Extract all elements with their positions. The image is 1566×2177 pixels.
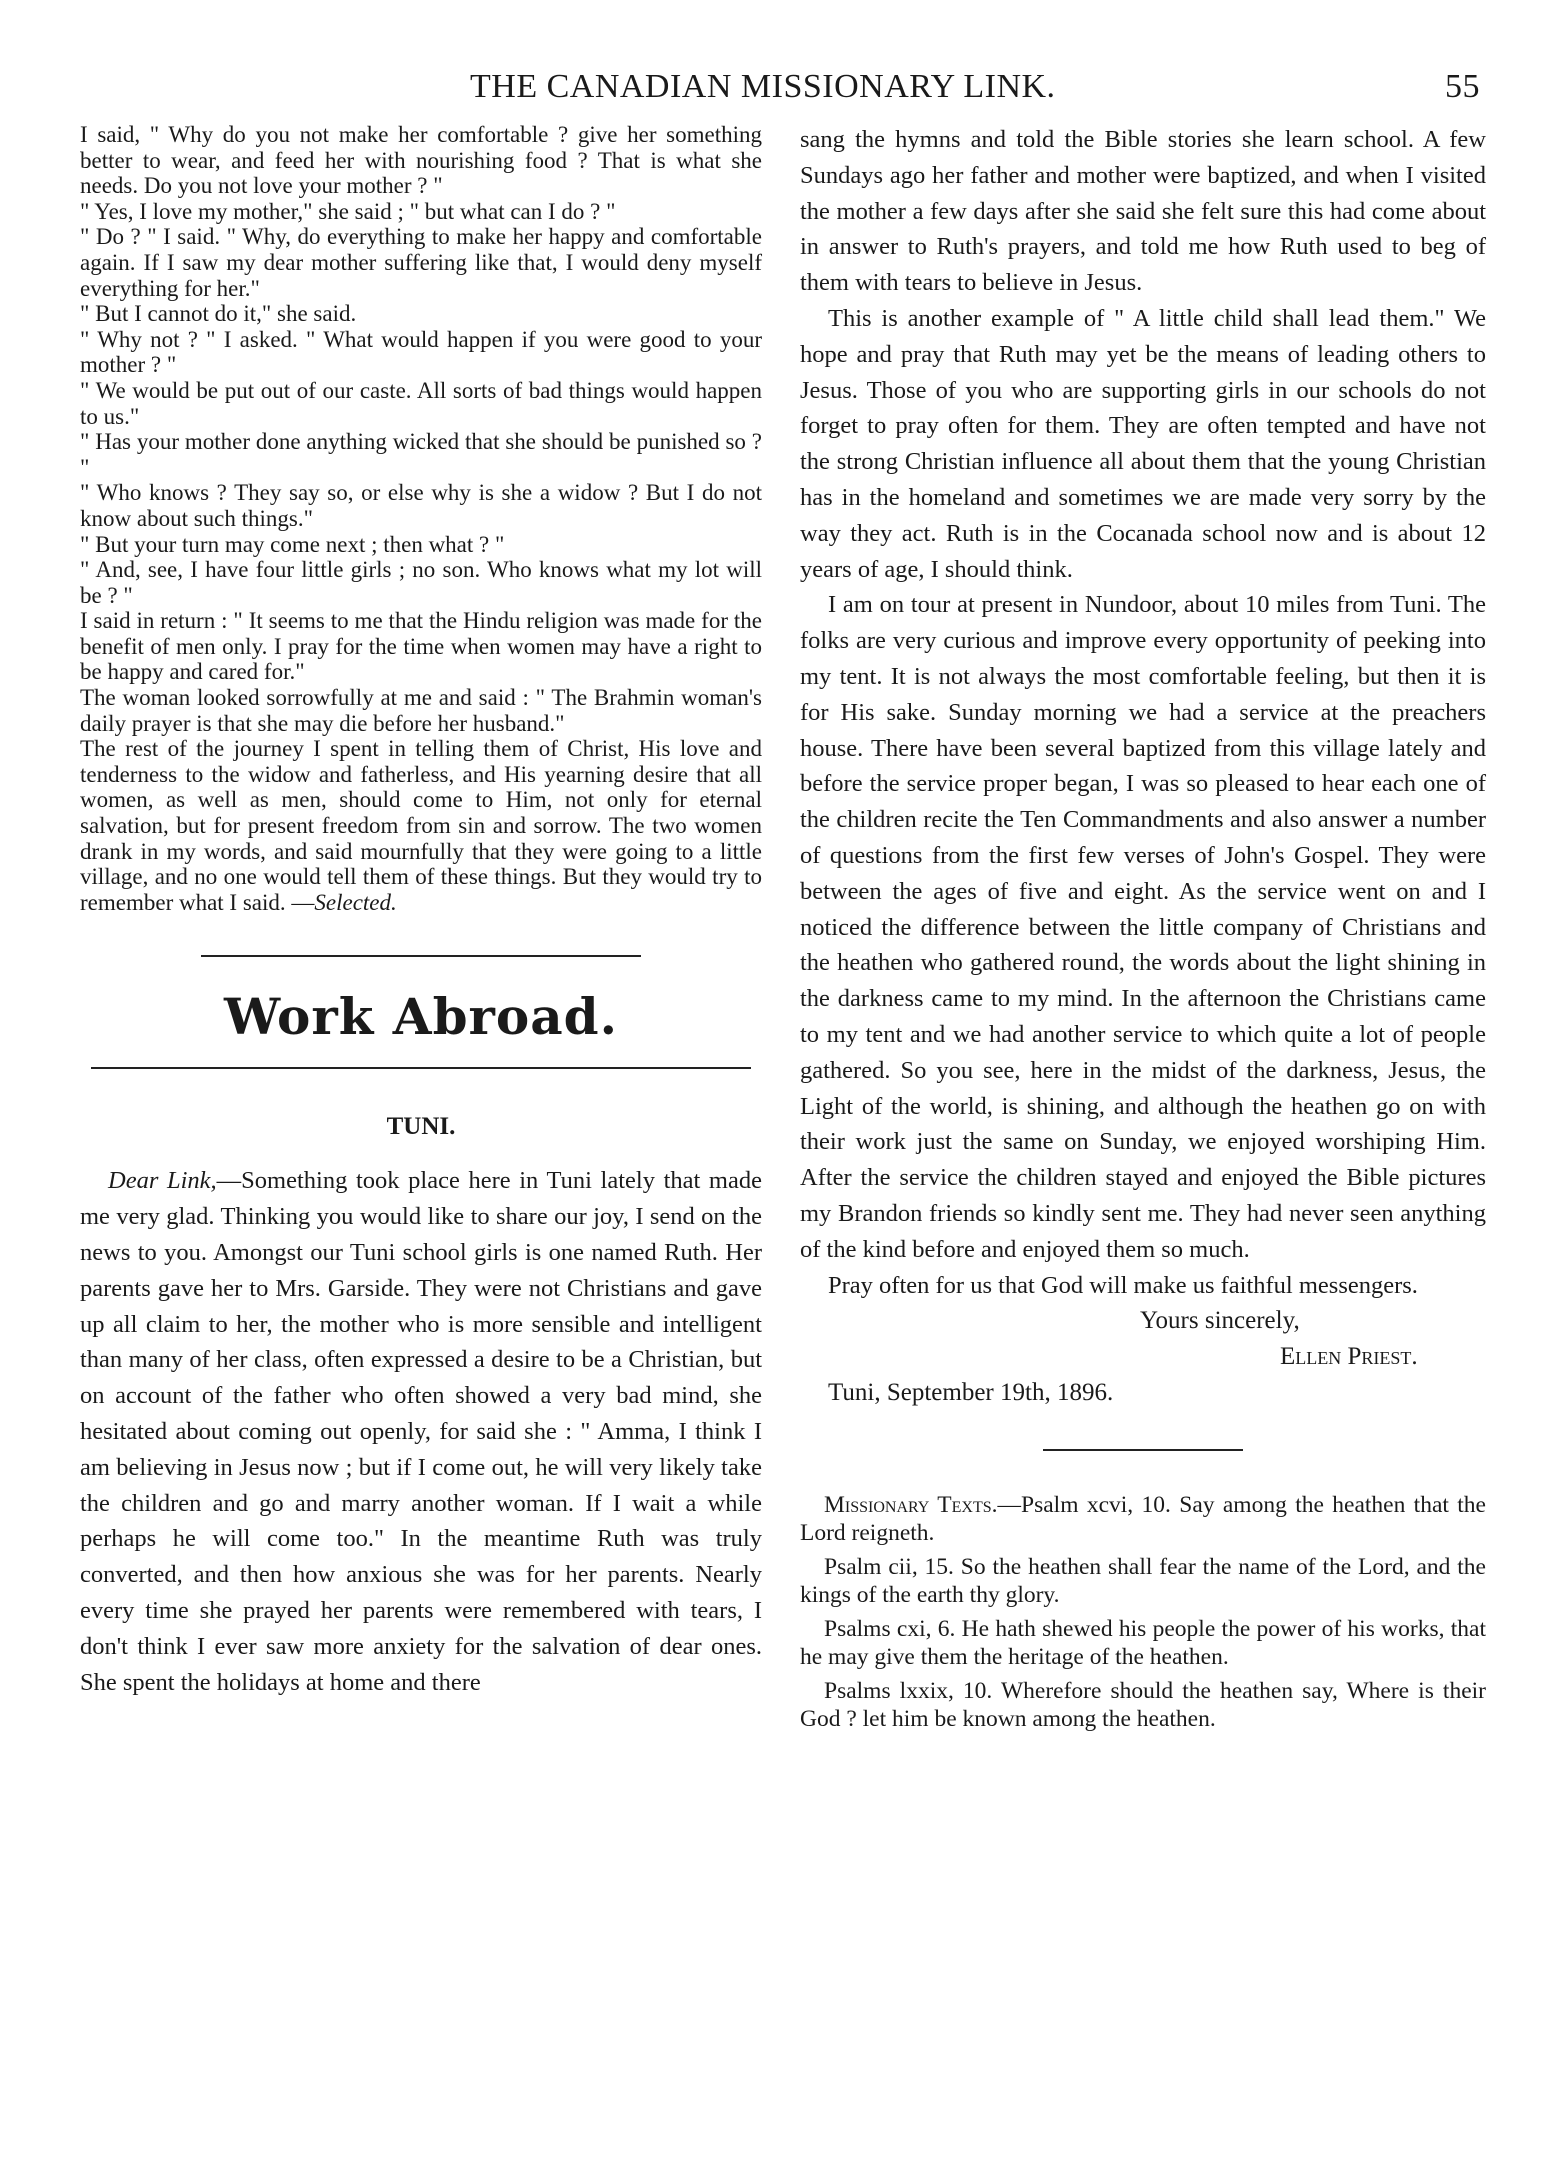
closing-paragraph-text: The rest of the journey I spent in telling them of Christ, His love and tenderness to the widow and fatherless, and His yearning desire that all women, as well as men, should come to Him, not only for eternal salvation, but for present freedom from sin and sorrow. The two women drank in my words, and said mournfully that they were going to a little village, and no one would tell them of these things. But they would try to remember what I said. —	[80, 736, 762, 915]
text-entry-body: —Psalm xcvi, 10. Say among the heathen that the Lord reigneth.	[800, 1492, 1486, 1547]
letter-salutation: Dear Link,	[108, 1167, 217, 1195]
text-entry: Psalms cxi, 6. He hath shewed his people the power of his works, that he may give them the heritage of the heathen.	[800, 1616, 1486, 1671]
publication-title: THE CANADIAN MISSIONARY LINK.	[470, 68, 1056, 105]
divider-rule	[201, 955, 641, 957]
paragraph: " Why not ? " I asked. " What would happen if you were good to your mother ? "	[80, 326, 762, 378]
article-title: TUNI.	[386, 1113, 456, 1141]
letter-paragraph	[80, 1163, 762, 1700]
page-header	[470, 68, 1480, 118]
paragraph: " And, see, I have four little girls ; no son. Who knows what my lot will be ? "	[80, 557, 762, 608]
paragraph: " Do ? " I said. " Why, do everything to make her happy and comfortable again. If I saw my dear mother suffering like that, I would deny myself everything for her."	[80, 224, 762, 301]
signature-place-date: Tuni, September 19th, 1896.	[828, 1379, 1114, 1407]
paragraph: I said in return : " It seems to me that the Hindu religion was made for the benefit of men only. I pray for the time when women may have a right to be happy and cared for."	[80, 608, 762, 685]
signature-block	[800, 1303, 1486, 1411]
section-title: Work Abroad.	[223, 987, 619, 1047]
letter-body	[80, 1163, 762, 1700]
paragraph: I am on tour at present in Nundoor, about 10 miles from Tuni. The folks are very curious and improve every opportunity of peeking into my tent. It is not always the most comfortable feeling, but then it is for His sake. Sunday morning we had a service at the preachers house. There have been several baptized from this village lately and before the service proper began, I was so pleased to hear each one of the children recite the Ten Commandments and also answer a number of questions from the first few verses of John's Gospel. They were between the ages of five and eight. As the service went on and I noticed the difference between the little company of Christians and the heathen who gathered round, the words about the light shining in the darkness came to my mind. In the afternoon the Christians came to my tent and we had another service to which quite a lot of people gathered. So you see, here in the midst of the darkness, Jesus, the Light of the world, is shining, and although the heathen go on with their work just the same on Sunday, we enjoyed worshiping Him. After the service the children stayed and enjoyed the Bible pictures my Brandon friends so kindly sent me. They had never seen anything of the kind before and enjoyed them so much.	[800, 591, 1486, 1263]
text-entry: Psalms lxxix, 10. Wherefore should the heathen say, Where is their God ? let him be known among the heathen.	[800, 1678, 1486, 1733]
paragraph: This is another example of " A little child shall lead them." We hope and pray that Ruth may yet be the means of leading others to Jesus. Those of you who are supporting girls in our schools do not forget to pray often for them. They are often tempted and have not the strong Christian influence all about them that the young Christian has in the homeland and sometimes we are made very sorry by the way they act. Ruth is in the Cocanada school now and is about 12 years of age, I should think.	[800, 304, 1486, 583]
signature-name: Ellen Priest.	[1280, 1343, 1418, 1371]
text-entry: Psalm cii, 15. So the heathen shall fear the name of the Lord, and the kings of the earth thy glory.	[800, 1554, 1486, 1609]
continued-paragraph: sang the hymns and told the Bible stories she learn school. A few Sundays ago her father and mother were baptized, and when I visited the mother a few days after she said she felt sure this had come about in answer to Ruth's prayers, and told me how Ruth used to beg of them with tears to believe in Jesus.	[800, 126, 1486, 297]
divider-rule	[91, 1067, 751, 1069]
right-column	[800, 122, 1486, 1739]
paragraph: " We would be put out of our caste. All sorts of bad things would happen to us."	[80, 377, 762, 429]
letter-continuation	[800, 122, 1486, 1303]
paragraph: I said, " Why do you not make her comfortable ? give her something better to wear, and feed her with nourishing food ? That is what she needs. Do you not love your mother ? "	[80, 122, 762, 199]
letter-paragraph-text: —Something took place here in Tuni lately that made me very glad. Thinking you would like to share our joy, I send on the news to you. Amongst our Tuni school girls is one named Ruth. Her parents gave her to Mrs. Garside. They were not Christians and gave up all claim to her, the mother who is more sensible and intelligent than many of her class, often expressed a desire to be a Christian, but on account of the father who often showed a very bad mind, she hesitated about coming out openly, for said she : " Amma, I think I am believing in Jesus now ; but if I come out, he will very likely take the children and go and marry another woman. If I wait a while perhaps he will come too." In the meantime Ruth was truly converted, and then how anxious she was for her parents. Nearly every time she prayed her parents were remembered with tears, I don't think I ever saw more anxiety for the salvation of dear ones. She spent the holidays at home and there	[80, 1167, 762, 1696]
missionary-texts	[800, 1491, 1486, 1733]
divider-rule	[1043, 1449, 1243, 1451]
closing-paragraph	[80, 736, 762, 915]
left-column	[80, 122, 762, 1700]
page-number: 55	[1445, 68, 1480, 105]
paragraph: " But I cannot do it," she said.	[80, 301, 357, 327]
text-entry	[800, 1491, 1486, 1547]
source-credit: Selected.	[314, 889, 397, 915]
paragraph: " Who knows ? They say so, or else why is she a widow ? But I do not know about such things."	[80, 480, 762, 531]
paragraph: The woman looked sorrowfully at me and said : " The Brahmin woman's daily prayer is that she may die before her husband."	[80, 685, 762, 736]
dialogue-section	[80, 122, 762, 915]
texts-label: Missionary Texts.	[824, 1492, 998, 1519]
signature-closing: Yours sincerely,	[1140, 1307, 1300, 1335]
paragraph: " But your turn may come next ; then what ? "	[80, 531, 505, 557]
paragraph: " Yes, I love my mother," she said ; " but what can I do ? "	[80, 198, 616, 224]
paragraph: " Has your mother done anything wicked that she should be punished so ? "	[80, 429, 762, 480]
paragraph: Pray often for us that God will make us faithful messengers.	[828, 1271, 1418, 1299]
